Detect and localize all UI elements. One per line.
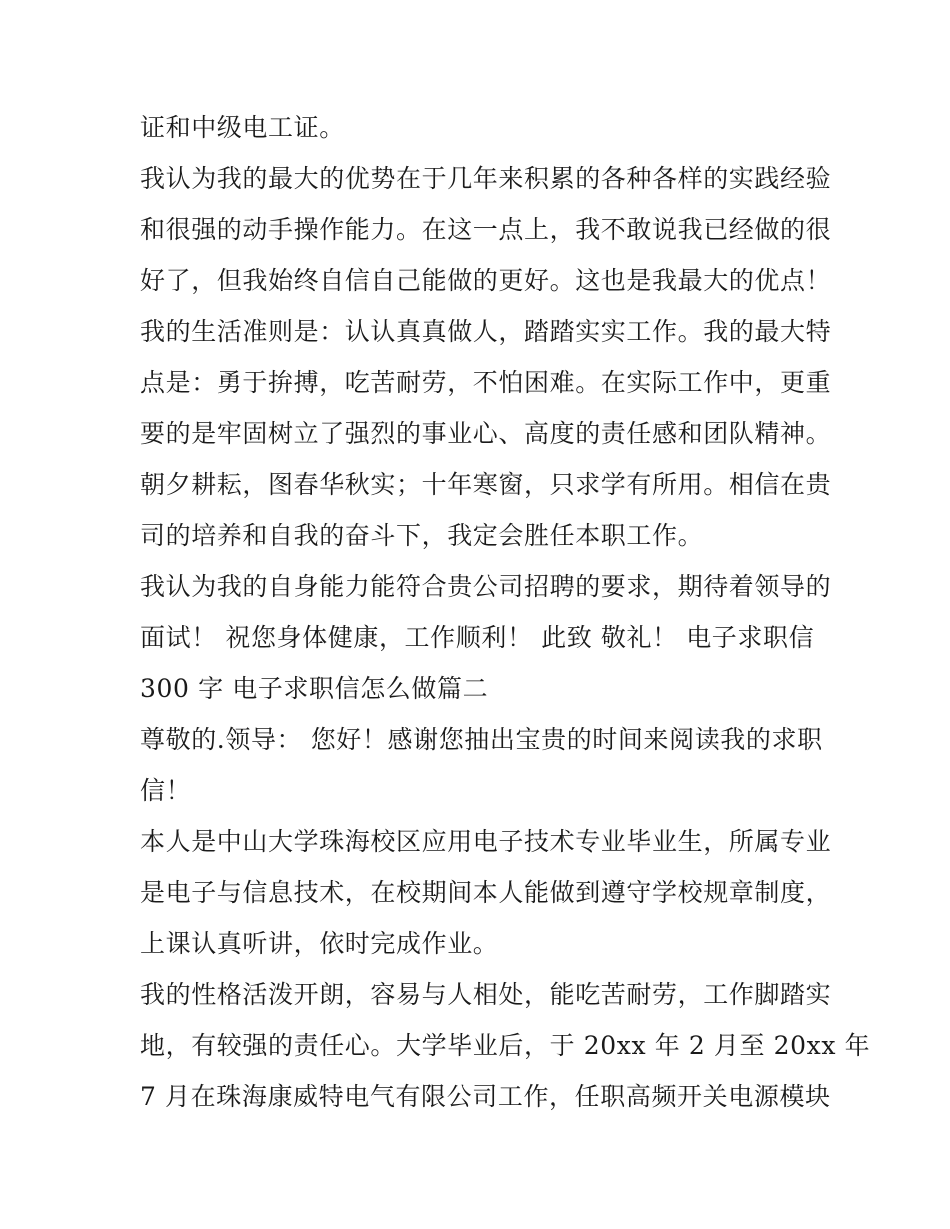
text-line: 我的生活准则是：认认真真做人，踏踏实实工作。我的最大特: [140, 317, 832, 346]
text-line: 尊敬的.领导： 您好！感谢您抽出宝贵的时间来阅读我的求职: [140, 725, 823, 754]
text-line: 我认为我的自身能力能符合贵公司招聘的要求，期待着领导的: [140, 572, 832, 601]
text-line: 证和中级电工证。: [140, 113, 345, 142]
text-line: 要的是牢固树立了强烈的事业心、高度的责任感和团队精神。: [140, 419, 832, 448]
text-line: 我认为我的最大的优势在于几年来积累的各种各样的实践经验: [140, 164, 832, 193]
text-line: 朝夕耕耘，图春华秋实；十年寒窗，只求学有所用。相信在贵: [140, 470, 832, 499]
text-line: 司的培养和自我的奋斗下，我定会胜任本职工作。: [140, 521, 704, 550]
text-line: 7 月在珠海康威特电气有限公司工作，任职高频开关电源模块: [140, 1082, 831, 1111]
text-line: 点是：勇于拚搏，吃苦耐劳，不怕困难。在实际工作中，更重: [140, 368, 832, 397]
text-line: 我的性格活泼开朗，容易与人相处，能吃苦耐劳，工作脚踏实: [140, 980, 832, 1009]
text-line: 是电子与信息技术，在校期间本人能做到遵守学校规章制度，: [140, 878, 832, 907]
text-line: 和很强的动手操作能力。在这一点上，我不敢说我已经做的很: [140, 215, 832, 244]
text-line: 信！: [140, 776, 192, 805]
text-line: 上课认真听讲，依时完成作业。: [140, 929, 499, 958]
text-line: 300 字 电子求职信怎么做篇二: [140, 674, 489, 703]
text-line: 面试！ 祝您身体健康，工作顺利！ 此致 敬礼！ 电子求职信: [140, 623, 815, 652]
text-line: 好了，但我始终自信自己能做的更好。这也是我最大的优点！: [140, 266, 832, 295]
text-line: 本人是中山大学珠海校区应用电子技术专业毕业生，所属专业: [140, 827, 832, 856]
text-line: 地，有较强的责任心。大学毕业后，于 20xx 年 2 月至 20xx 年: [140, 1031, 871, 1060]
